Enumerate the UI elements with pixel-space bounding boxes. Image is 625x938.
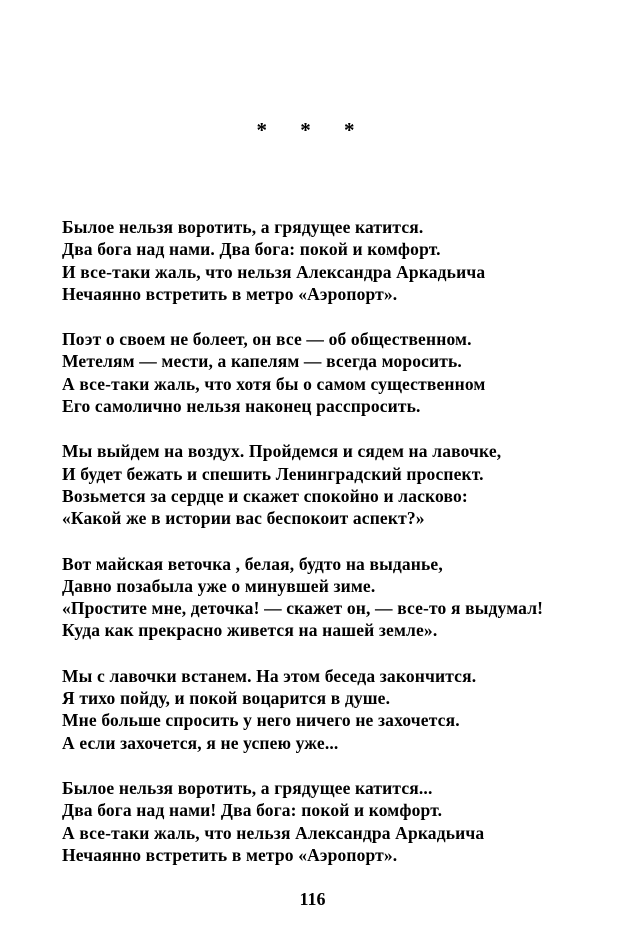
poem-line: Два бога над нами. Два бога: покой и комфорт. — [62, 239, 441, 260]
poem-line: Поэт о своем не болеет, он все — об общественном. — [62, 329, 472, 350]
poem-line: Возьмется за сердце и скажет спокойно и ласково: — [62, 485, 468, 506]
poem-line: А все-таки жаль, что хотя бы о самом существенном — [62, 373, 486, 394]
page-number: 116 — [299, 889, 326, 909]
poem-line: Два бога над нами! Два бога: покой и комфорт. — [62, 800, 443, 821]
poem-line: И все-таки жаль, что нельзя Александра Аркадьича — [62, 261, 486, 282]
poem-line: Куда как прекрасно живется на нашей земле». — [62, 620, 438, 641]
poem-line: Вот майская веточка , белая, будто на выданье, — [62, 553, 443, 574]
poem-line: «Простите мне, деточка! — скажет он, — все-то я выдумал! — [62, 598, 544, 619]
poem-line: Я тихо пойду, и покой воцарится в душе. — [62, 688, 391, 709]
poem-line: Его самолично нельзя наконец расспросить. — [62, 396, 421, 417]
poem-line: Былое нельзя воротить, а грядущее катится. — [62, 217, 424, 237]
stanza-6 — [62, 777, 572, 866]
stanza-3 — [62, 440, 572, 529]
poem-line: И будет бежать и спешить Ленинградский проспект. — [62, 463, 484, 484]
stanza-1 — [62, 216, 572, 305]
poem-line: Метелям — мести, а капелям — всегда моросить. — [62, 351, 462, 372]
poem-body — [62, 216, 572, 866]
stanza-separator: * * * — [256, 118, 369, 142]
poem-line: А если захочется, я не успею уже... — [62, 732, 339, 753]
stanza-2 — [62, 328, 572, 417]
poem-line: Мы выйдем на воздух. Пройдемся и сядем на лавочке, — [62, 441, 502, 462]
poem-line: А все-таки жаль, что нельзя Александра Аркадьича — [62, 822, 485, 843]
poem-line: «Какой же в истории вас беспокоит аспект?» — [62, 508, 425, 529]
poem-line: Нечаянно встретить в метро «Аэропорт». — [62, 844, 398, 865]
poem-line: Нечаянно встретить в метро «Аэропорт». — [62, 283, 398, 304]
poem-line: Былое нельзя воротить, а грядущее катится... — [62, 777, 433, 798]
poem-line: Давно позабыла уже о минувшей зиме. — [62, 575, 376, 596]
poem-line: Мы с лавочки встанем. На этом беседа закончится. — [62, 665, 477, 686]
poem-line: Мне больше спросить у него ничего не захочется. — [62, 710, 460, 731]
stanza-4 — [62, 553, 572, 642]
stanza-5 — [62, 665, 572, 754]
